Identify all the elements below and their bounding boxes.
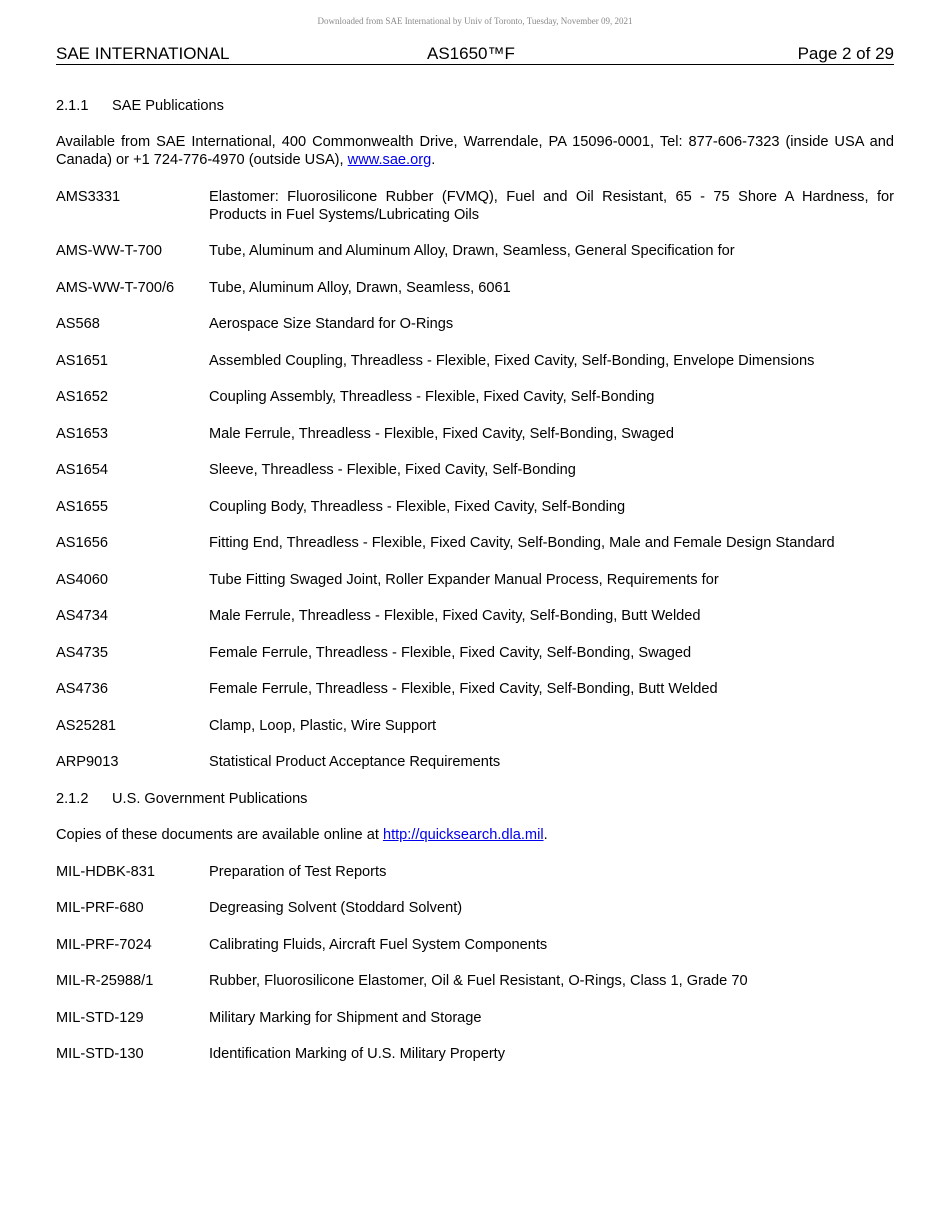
reference-item [56,315,894,333]
reference-title: Rubber, Fluorosilicone Elastomer, Oil & Fuel Resistant, O-Rings, Class 1, Grade 70 [209,973,748,989]
reference-item [56,1045,894,1063]
reference-title: Female Ferrule, Threadless - Flexible, Fixed Cavity, Self-Bonding, Swaged [209,644,692,661]
reference-title: Military Marking for Shipment and Storage [209,1009,482,1026]
reference-code: AS1655 [56,498,108,515]
reference-code: AS25281 [56,717,117,734]
reference-code: MIL-PRF-680 [56,900,144,916]
reference-code: MIL-R-25988/1 [56,973,154,989]
reference-item [56,425,894,443]
reference-title: Coupling Assembly, Threadless - Flexible, Fixed Cavity, Self-Bonding [209,389,655,405]
reference-title: Preparation of Test Reports [209,863,387,880]
reference-item [56,534,894,552]
reference-code: AS4736 [56,681,108,697]
reference-title: Tube, Aluminum Alloy, Drawn, Seamless, 6061 [209,279,511,296]
reference-title: Tube Fitting Swaged Joint, Roller Expander Manual Process, Requirements for [209,571,719,588]
reference-code: AS568 [56,316,100,332]
reference-item [56,352,894,370]
reference-code: MIL-STD-130 [56,1046,144,1062]
reference-title: Fitting End, Threadless - Flexible, Fixed Cavity, Self-Bonding, Male and Female Design Standard [209,535,835,551]
reference-item [56,242,894,260]
reference-code: AS4735 [56,644,108,661]
reference-code: AS1656 [56,535,108,551]
reference-title: Male Ferrule, Threadless - Flexible, Fixed Cavity, Self-Bonding, Swaged [209,425,675,442]
gov-reference-list [56,863,894,1064]
section-number: 2.1.2 [56,790,89,807]
reference-code: AMS-WW-T-700/6 [56,279,175,296]
reference-item [56,188,894,224]
reference-code: AS1651 [56,352,108,369]
gov-availability-paragraph [56,826,894,844]
reference-item [56,899,894,917]
section-heading-sae [56,97,894,115]
reference-code: AS1654 [56,462,108,478]
header-doc-id: AS1650™F [427,44,515,63]
gov-availability-text: Copies of these documents are available online at [56,827,383,843]
reference-item [56,607,894,625]
reference-item [56,461,894,479]
reference-item [56,1009,894,1027]
header-page-number: Page 2 of 29 [797,44,894,63]
reference-item [56,863,894,881]
reference-item [56,388,894,406]
reference-code: AS1653 [56,425,108,442]
page-header [56,43,894,65]
gov-availability-end: . [543,827,548,843]
page-body [56,97,894,1063]
section-number: 2.1.1 [56,98,89,114]
reference-item [56,936,894,954]
reference-code: AS4060 [56,571,108,588]
reference-item [56,571,894,589]
section-title: SAE Publications [112,98,224,114]
reference-title: Coupling Body, Threadless - Flexible, Fixed Cavity, Self-Bonding [209,498,626,515]
reference-item [56,644,894,662]
reference-code: ARP9013 [56,754,119,770]
sae-reference-list [56,188,894,772]
reference-title: Identification Marking of U.S. Military Property [209,1046,506,1062]
reference-item [56,279,894,297]
reference-title: Sleeve, Threadless - Flexible, Fixed Cavity, Self-Bonding [209,462,576,478]
dla-quicksearch-link[interactable]: http://quicksearch.dla.mil [382,827,544,843]
reference-title: Statistical Product Acceptance Requirements [209,754,501,770]
sae-availability-text: Available from SAE International, 400 Commonwealth Drive, Warrendale, PA 15096-0001, Tel: 877-606-7323 (inside USA and Canada) or +1 724-776-4970 (outside USA), [56,134,894,168]
sae-availability-end: . [431,152,436,168]
header-org: SAE INTERNATIONAL [56,44,230,63]
reference-item [56,753,894,771]
reference-title: Assembled Coupling, Threadless - Flexible, Fixed Cavity, Self-Bonding, Envelope Dimensions [209,352,815,369]
reference-title: Degreasing Solvent (Stoddard Solvent) [209,900,463,916]
section-heading-gov [56,790,894,808]
reference-title: Aerospace Size Standard for O-Rings [209,316,454,332]
section-title: U.S. Government Publications [112,790,308,807]
download-watermark: Downloaded from SAE International by Univ of Toronto, Tuesday, November 09, 2021 [317,16,633,26]
reference-title: Elastomer: Fluorosilicone Rubber (FVMQ), Fuel and Oil Resistant, 65 - 75 Shore A Hardness, for Products in Fuel Systems/Lubricating Oils [209,188,894,223]
reference-code: MIL-STD-129 [56,1009,144,1026]
reference-title: Male Ferrule, Threadless - Flexible, Fixed Cavity, Self-Bonding, Butt Welded [209,608,701,624]
sae-website-link[interactable]: www.sae.org [347,152,432,168]
reference-code: AMS-WW-T-700 [56,243,162,259]
reference-code: AS1652 [56,389,108,405]
reference-code: AS4734 [56,608,108,624]
reference-title: Tube, Aluminum and Aluminum Alloy, Drawn, Seamless, General Specification for [209,243,735,259]
reference-item [56,717,894,735]
sae-availability-paragraph [56,133,894,169]
reference-code: MIL-HDBK-831 [56,863,155,880]
reference-title: Clamp, Loop, Plastic, Wire Support [209,717,437,734]
reference-item [56,680,894,698]
reference-item [56,498,894,516]
reference-title: Female Ferrule, Threadless - Flexible, Fixed Cavity, Self-Bonding, Butt Welded [209,681,718,697]
reference-code: AMS3331 [56,188,121,205]
reference-title: Calibrating Fluids, Aircraft Fuel System Components [209,936,548,953]
reference-code: MIL-PRF-7024 [56,936,152,953]
reference-item [56,972,894,990]
